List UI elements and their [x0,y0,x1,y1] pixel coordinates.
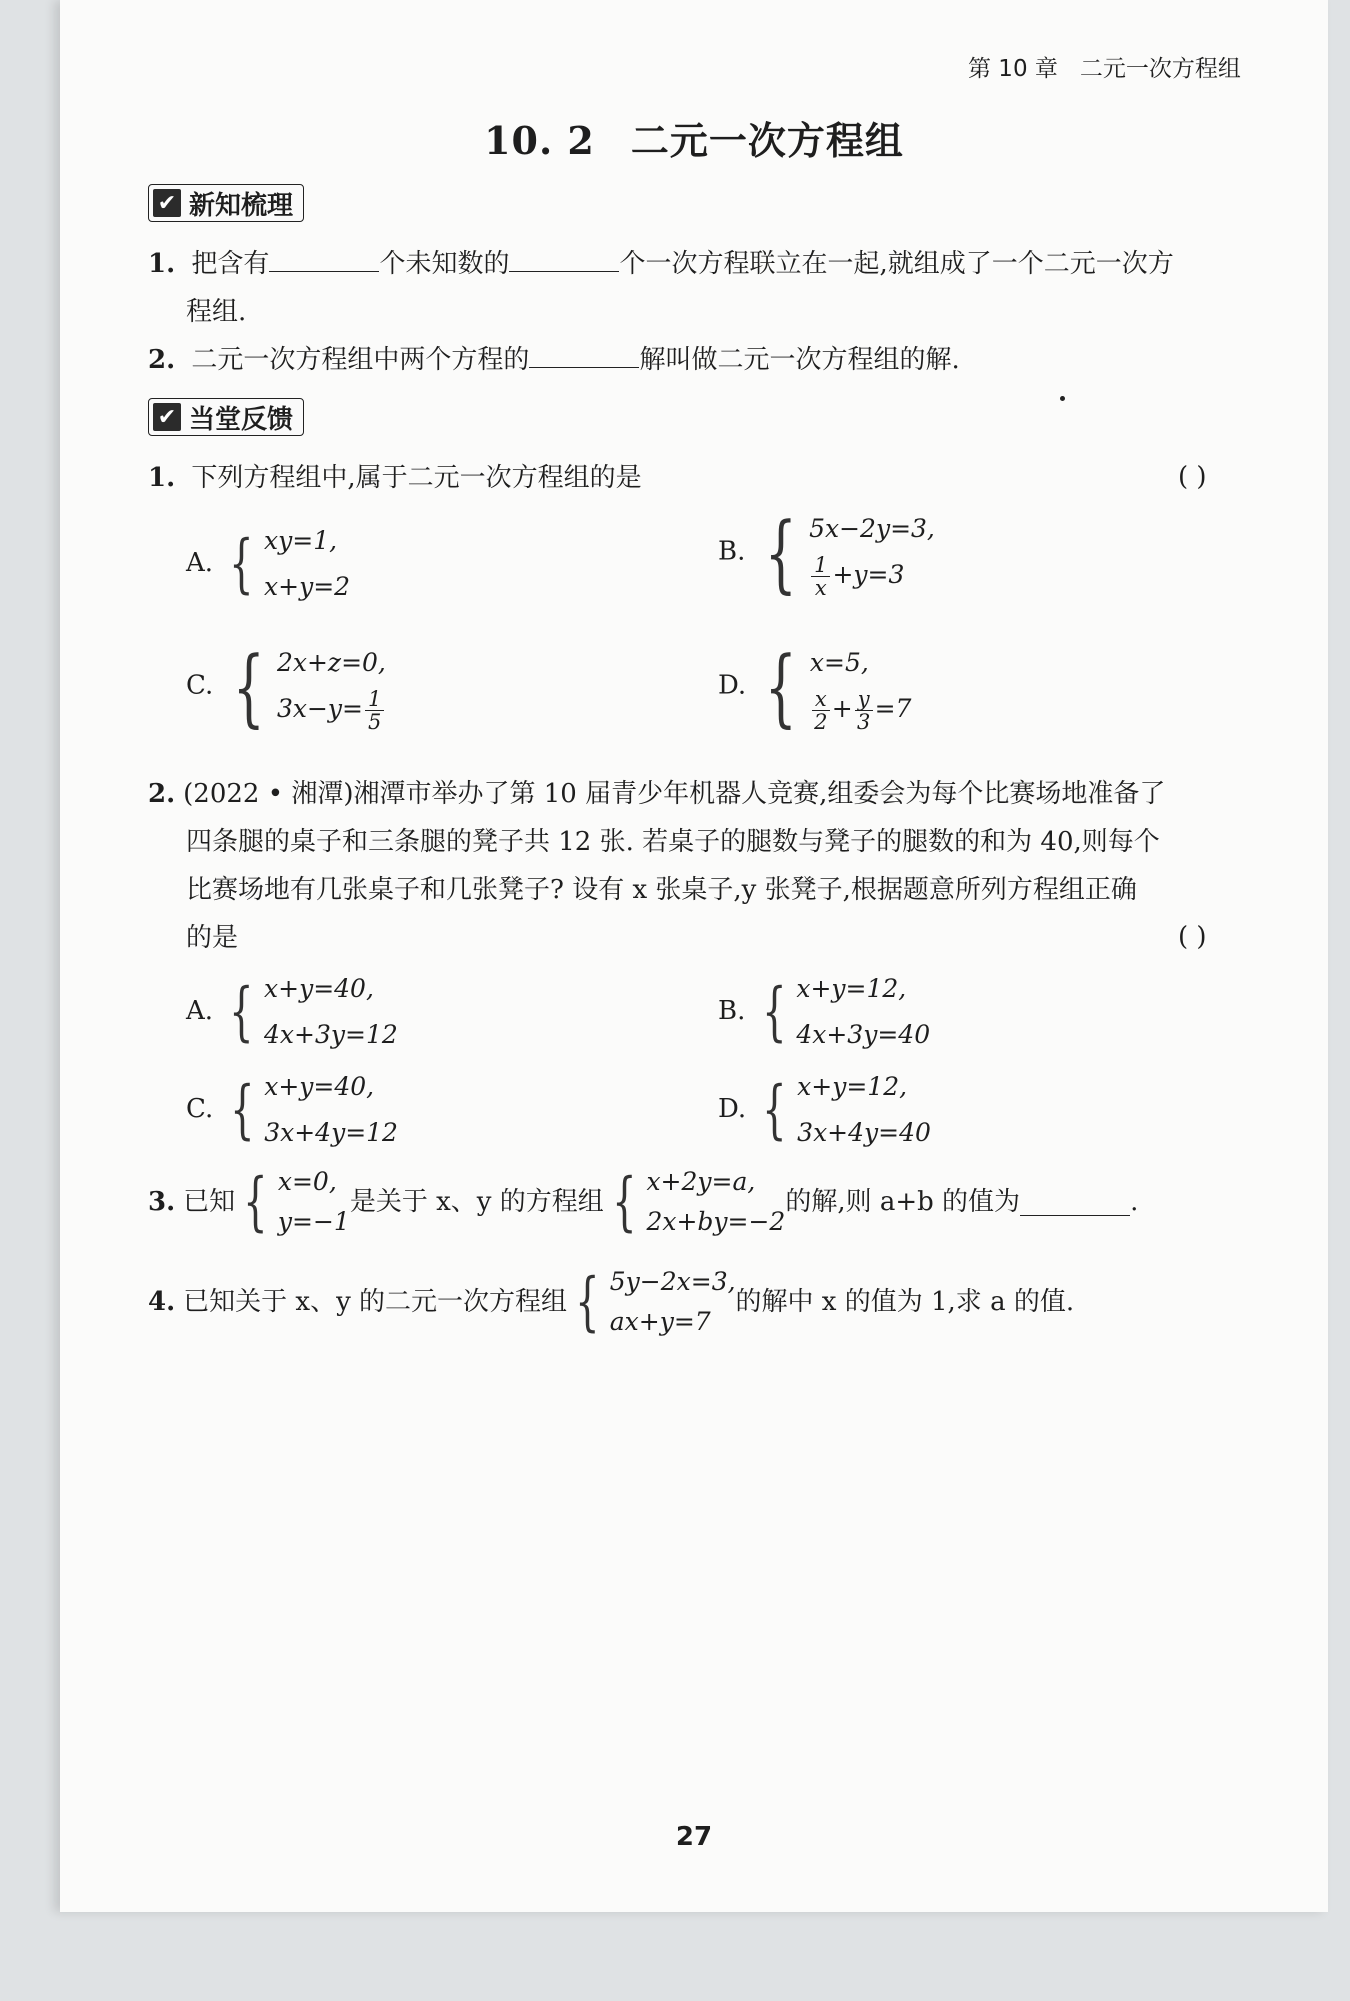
question-number: 2. [148,779,176,809]
equation-part: =7 [874,694,912,723]
equation-row: 2x+by=−2 [646,1207,786,1236]
equation-row: x+y=12, [796,974,907,1003]
s1-question-1-cont [186,288,246,336]
answer-blank[interactable] [509,245,619,272]
denominator: x [814,576,827,600]
question-text: 的是 [186,923,239,953]
option-label: A. [186,548,214,578]
equation-system [221,518,350,610]
stray-dot [1060,396,1065,401]
equation-part: +y=3 [832,560,905,589]
answer-blank[interactable] [1020,1189,1130,1216]
chapter-title: 二元一次方程组 [1079,56,1241,82]
equation-row [810,686,912,733]
question-text: (2022 • 湘潭)湘潭市举办了第 10 届青少年机器人竞赛,组委会为每个比赛场地准备了 [183,779,1166,809]
left-brace-icon: { [762,1073,788,1147]
question-number: 1. [148,463,176,493]
equation-row: xy=1, [264,526,338,555]
question-text: 的解中 x 的值为 1,求 a 的值. [735,1287,1075,1317]
question-text: 四条腿的桌子和三条腿的凳子共 12 张. 若桌子的腿数与凳子的腿数的和为 40,则每个 [186,827,1160,857]
equation-system [221,966,397,1058]
question-text: 的解,则 a+b 的值为 [785,1187,1021,1217]
answer-blank[interactable] [269,245,379,272]
checkmark-icon: ✔ [153,189,181,217]
s1-question-2 [148,336,1328,384]
fraction [812,688,830,733]
equation-row: 4x+3y=12 [264,1020,398,1049]
equation-part: + [831,694,853,723]
equation-system [222,637,387,736]
option-c[interactable] [186,637,386,736]
equation-row: x=0, [277,1167,337,1196]
numerator: x [812,688,830,711]
question-number: 1. [148,249,176,279]
answer-parentheses[interactable]: ( ) [1178,922,1207,952]
fraction [811,554,830,599]
equation-system [754,1064,930,1156]
option-a[interactable] [186,966,398,1058]
page-number: 27 [675,1822,713,1852]
option-a[interactable] [186,518,350,610]
equation-row: x+y=40, [264,1072,375,1101]
equation-system [222,1064,398,1156]
option-label: C. [186,1094,214,1124]
left-brace-icon: { [764,503,797,602]
section-header-feedback [148,398,304,436]
question-text: 是关于 x、y 的方程组 [349,1187,604,1217]
option-d[interactable] [718,637,912,736]
equation-row: x+y=2 [264,572,351,601]
question-text: 解叫做二元一次方程组的解. [639,345,960,375]
equation-row: x=5, [809,648,869,677]
option-label: B. [718,536,746,567]
section-label: 当堂反馈 [189,404,294,435]
question-text: 程组. [186,297,247,327]
equation-row: 5x−2y=3, [809,514,935,543]
s2-question-1 [148,454,642,502]
running-head [968,50,1241,83]
option-b[interactable] [718,966,930,1058]
left-brace-icon: { [229,975,254,1049]
left-brace-icon: { [765,637,798,736]
s2-question-2 [148,770,1328,962]
question-number: 4. [148,1287,176,1317]
option-d[interactable] [718,1064,931,1156]
equation-row: 5y−2x=3, [609,1267,736,1296]
page-title [60,110,1328,165]
section-number: 10. 2 [484,118,595,163]
s2-question-3 [148,1162,1138,1242]
option-label: C. [186,670,214,701]
numerator: y [855,688,873,711]
equation-row: 3x+4y=12 [264,1118,398,1147]
equation-row: x+y=40, [264,974,374,1003]
equation-system [604,1162,786,1242]
left-brace-icon: { [575,1265,600,1339]
worksheet-page [60,0,1328,1912]
option-b[interactable] [718,503,935,602]
option-label: D. [718,670,747,701]
equation-system [235,1162,350,1242]
option-label: A. [186,996,214,1026]
left-brace-icon: { [229,1073,255,1147]
left-brace-icon: { [761,975,787,1049]
question-text: 个一次方程联立在一起,就组成了一个二元一次方 [619,249,1174,279]
section-header-new-knowledge [148,184,304,222]
denominator: 5 [367,710,382,734]
question-text: 比赛场地有几张桌子和几张凳子? 设有 x 张桌子,y 张凳子,根据题意所列方程组正确 [186,875,1137,905]
equation-row: ax+y=7 [609,1307,711,1336]
equation-row: 4x+3y=40 [796,1020,931,1049]
question-text: 已知 [183,1187,236,1217]
question-text: 把含有 [191,249,270,279]
equation-system [754,503,935,602]
s1-question-1 [148,240,1328,288]
fraction [365,688,384,733]
option-label: B. [718,996,746,1026]
left-brace-icon: { [232,637,265,736]
numerator: 1 [365,688,384,711]
left-brace-icon: { [243,1165,268,1239]
equation-row: 2x+z=0, [276,648,386,677]
numerator: 1 [811,554,830,577]
question-text: 个未知数的 [379,249,510,279]
equation-row: x+2y=a, [646,1167,756,1196]
equation-part: 3x−y= [276,694,363,723]
question-number: 3. [148,1187,176,1217]
equation-system [754,966,930,1058]
answer-parentheses[interactable]: ( ) [1178,462,1207,492]
s2-question-4 [148,1262,1074,1342]
answer-blank[interactable] [529,341,639,368]
denominator: 3 [856,710,871,734]
equation-row: x+y=12, [797,1072,908,1101]
equation-row: 3x+4y=40 [797,1118,931,1147]
equation-system [567,1262,736,1342]
left-brace-icon: { [229,527,254,601]
equation-row: y=−1 [277,1207,350,1236]
checkmark-icon: ✔ [153,403,181,431]
equation-row [277,686,386,733]
question-text: 二元一次方程组中两个方程的 [191,345,530,375]
chapter-label: 第 10 章 [968,56,1058,82]
left-brace-icon: { [611,1165,637,1239]
option-c[interactable] [186,1064,398,1156]
question-text: . [1130,1187,1139,1217]
denominator: 2 [814,710,828,734]
equation-row [809,552,935,599]
section-label: 新知梳理 [189,190,294,221]
fraction [855,688,873,733]
question-number: 2. [148,345,176,375]
equation-system [754,637,912,736]
option-label: D. [718,1094,747,1124]
section-title: 二元一次方程组 [630,118,904,163]
question-text: 下列方程组中,属于二元一次方程组的是 [191,463,642,493]
question-text: 已知关于 x、y 的二元一次方程组 [183,1287,568,1317]
